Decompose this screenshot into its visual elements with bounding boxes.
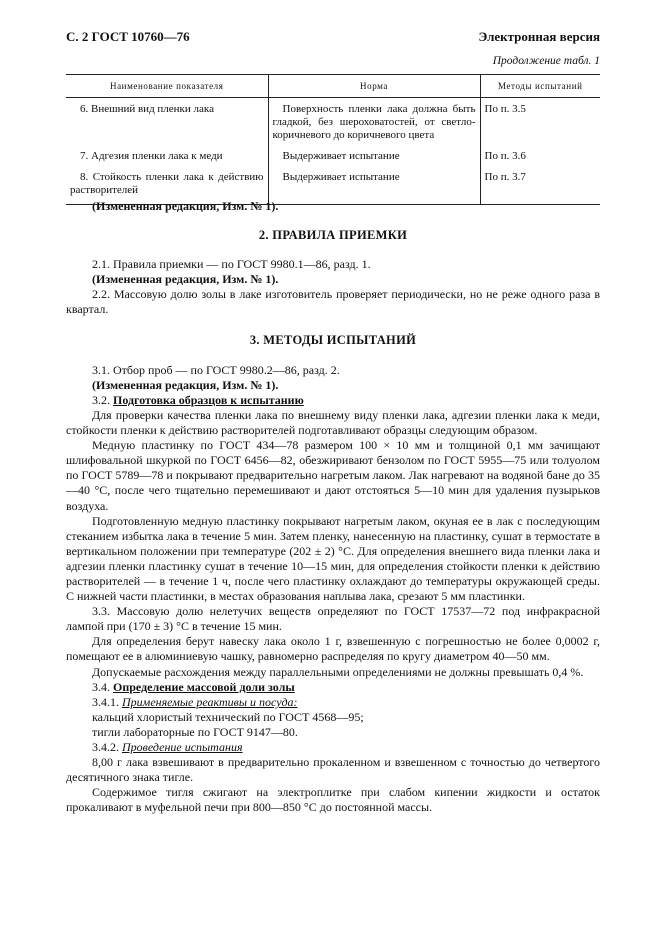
paragraph-3-2-heading [66,393,600,408]
reagent-item: тигли лабораторные по ГОСТ 9147—80. [92,724,298,739]
amendment-note: (Измененная редакция, Изм. № 1). [92,377,279,392]
table-header-row [66,75,600,98]
section-2-title: 2. ПРАВИЛА ПРИЕМКИ [258,228,408,243]
amendment-note: (Измененная редакция, Изм. № 1). [92,272,279,287]
column-header-norm: Норма [268,75,480,98]
paragraph-3-4-2-a: 8,00 г лака взвешивают в предварительно прокаленном и взвешенном с точностью до четвертого десятичного знака тигле. [66,755,600,785]
clause-title: Применяемые реактивы и посуда: [122,694,298,709]
cell-method: По п. 3.5 [480,98,600,150]
paragraph-3-4-2-heading [66,740,600,755]
paragraph-3-4-heading [66,680,600,695]
paragraph-3-3-b: Для определения берут навеску лака около 1 г, взвешенную с погрешностью не более 0,0002 г, помещают ее в алюминиевую чашку, равномерно распределяя по кругу диаметром 40—50 мм. [66,634,600,664]
cell-norm: Поверхность пленки лака должна быть гладкой, без шероховатостей, от светло-коричневого до коричневого цвета [268,98,480,150]
cell-norm: Выдерживает испытание [268,170,480,205]
paragraph-2-2: 2.2. Массовую долю золы в лаке изготовитель проверяет периодически, но не реже одного раза в квартал. [66,287,600,317]
clause-title: Проведение испытания [122,740,243,754]
reagent-item: кальций хлористый технический по ГОСТ 4568—95; [92,709,364,724]
page-header [66,29,600,45]
cell-norm: Выдерживает испытание [268,149,480,170]
clause-number: 3.4.2. [92,740,119,754]
column-header-indicator: Наименование показателя [66,75,268,98]
cell-indicator: 6. Внешний вид пленки лака [80,103,214,115]
paragraph-3-2-c: Подготовленную медную пластинку покрывают нагретым лаком, окуная ее в лак с последующим стеканием избытка лака в течение 5 мин. Затем пленку, нанесенную на пластинку, сушат в термостате в вертикальном положении при температуре (202 ± 2) °С. Для определения внешнего вида пленки лака и адгезии пленки пластинку сушат в течение 10—15 мин, для определения стойкости пленки к действию растворителей — в течение 1 ч, после чего пластинку охлаждают до температуры окружающей среды. С нижней части пластинки, в местах образования наплыва лака, срезают 5 мм пластинки. [66,513,600,604]
amendment-note: (Измененная редакция, Изм. № 1). [92,199,279,213]
paragraph-3-2-a: Для проверки качества пленки лака по внешнему виду пленки лака, адгезии пленки лака к меди, стойкости пленки к действию растворителей подготавливают образцы следующим образом. [66,407,600,438]
clause-title: Определение массовой доли золы [113,679,295,694]
clause-title: Подготовка образцов к испытанию [113,392,304,407]
paragraph-3-3: 3.3. Массовую долю нелетучих веществ определяют по ГОСТ 17537—72 под инфракрасной лампой при (170 ± 3) °С в течение 15 мин. [66,604,600,634]
indicators-table [66,74,600,205]
section-3-title: 3. МЕТОДЫ ИСПЫТАНИЙ [249,332,417,347]
paragraph-3-3-c: Допускаемые расхождения между параллельными определениями не должны превышать 0,4 %. [92,664,584,679]
cell-method: По п. 3.7 [480,170,600,205]
header-electronic-version: Электронная версия [478,29,600,44]
paragraph-3-4-1-heading [66,695,600,710]
paragraph-3-1: 3.1. Отбор проб — по ГОСТ 9980.2—86, разд. 2. [92,362,340,377]
paragraph-3-4-2-b: Содержимое тигля сжигают на электроплитке при слабом кипении жидкости и остаток прокаливают в муфельной печи при 800—850 °С до постоянной массы. [66,785,600,815]
table-row [66,149,600,170]
clause-number: 3.4.1. [92,694,119,709]
document-body [66,199,600,815]
paragraph-3-2-b: Медную пластинку по ГОСТ 434—78 размером 100 × 10 мм и толщиной 0,1 мм зачищают шлифовальной шкуркой по ГОСТ 6456—82, обезжиривают бензолом по ГОСТ 5955—75 или толуолом по ГОСТ 5789—78 и покрывают предварительно нагретым лаком. Лак нагревают на водяной бане до 35—40 °С, после чего тщательно перемешивают и дают отстояться 5—10 мин для удаления пузырьков воздуха. [66,438,600,513]
table-row [66,98,600,150]
cell-indicator: 7. Адгезия пленки лака к меди [80,150,223,162]
paragraph-2-1: 2.1. Правила приемки — по ГОСТ 9980.1—86, разд. 1. [92,257,371,272]
cell-method: По п. 3.6 [480,149,600,170]
clause-number: 3.4. [92,679,110,694]
clause-number: 3.2. [92,392,110,407]
header-standard-number: С. 2 ГОСТ 10760—76 [66,29,190,44]
table-continuation-label: Продолжение табл. 1 [492,55,600,67]
cell-indicator: 8. Стойкость пленки лака к действию растворителей [66,170,268,205]
column-header-test-method: Методы испытаний [480,75,600,98]
